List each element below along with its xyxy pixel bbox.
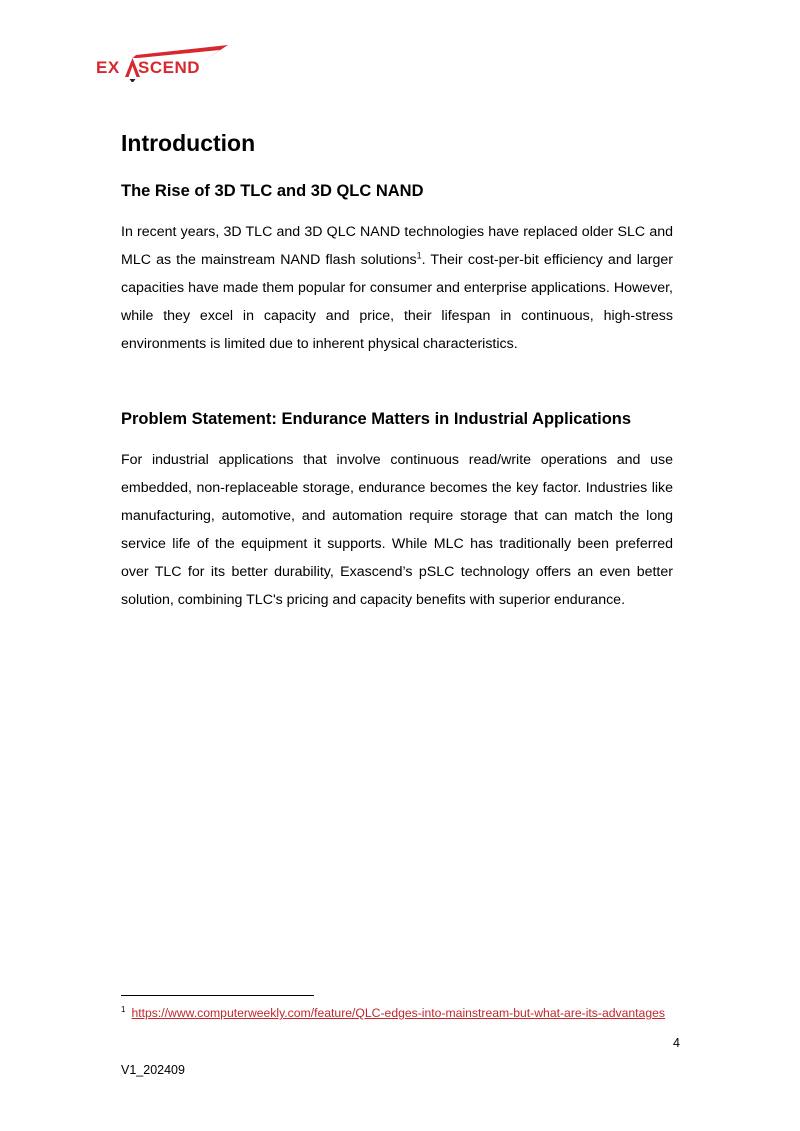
paragraph-problem-statement: For industrial applications that involve continuous read/write operations and use embedded, non-replaceable storage, endurance becomes the key factor. Industries like manufacturing, automotive, and automation require storage that can match the long service life of the equipment it supports. While MLC has traditionally been preferred over TLC for its better durability, Exascend’s pSLC technology offers an even better solution, combining TLC's pricing and capacity benefits with superior endurance. [121,452,673,608]
page-title: Introduction [121,130,256,156]
footnote [121,1004,665,1022]
logo-text-left: EX [96,58,120,77]
section-heading-rise: The Rise of 3D TLC and 3D QLC NAND [121,182,424,200]
footnote-divider [121,995,314,996]
paragraph-rise-text-before: In recent years, 3D TLC and 3D QLC NAND technologies have replaced older SLC and MLC as the mainstream NAND flash solutions [121,224,673,268]
paragraph-rise [121,218,673,358]
exascend-logo [96,42,236,82]
footnote-link[interactable]: https://www.computerweekly.com/feature/QLC-edges-into-mainstream-but-what-are-its-advantages [131,1006,665,1020]
paragraph-rise-text-after: . Their cost-per-bit efficiency and larger capacities have made them popular for consumer and enterprise applications. However, while they excel in capacity and price, their lifespan in continuous, high-stress environments is limited due to inherent physical characteristics. [121,252,673,352]
footnote-number: 1 [121,1004,126,1014]
footnote-reference[interactable]: 1 [416,250,422,261]
logo-text-right: SCEND [138,58,201,77]
page-number: 4 [673,1036,680,1050]
section-heading-problem-statement: Problem Statement: Endurance Matters in Industrial Applications [121,410,632,428]
version-label: V1_202409 [121,1063,185,1077]
